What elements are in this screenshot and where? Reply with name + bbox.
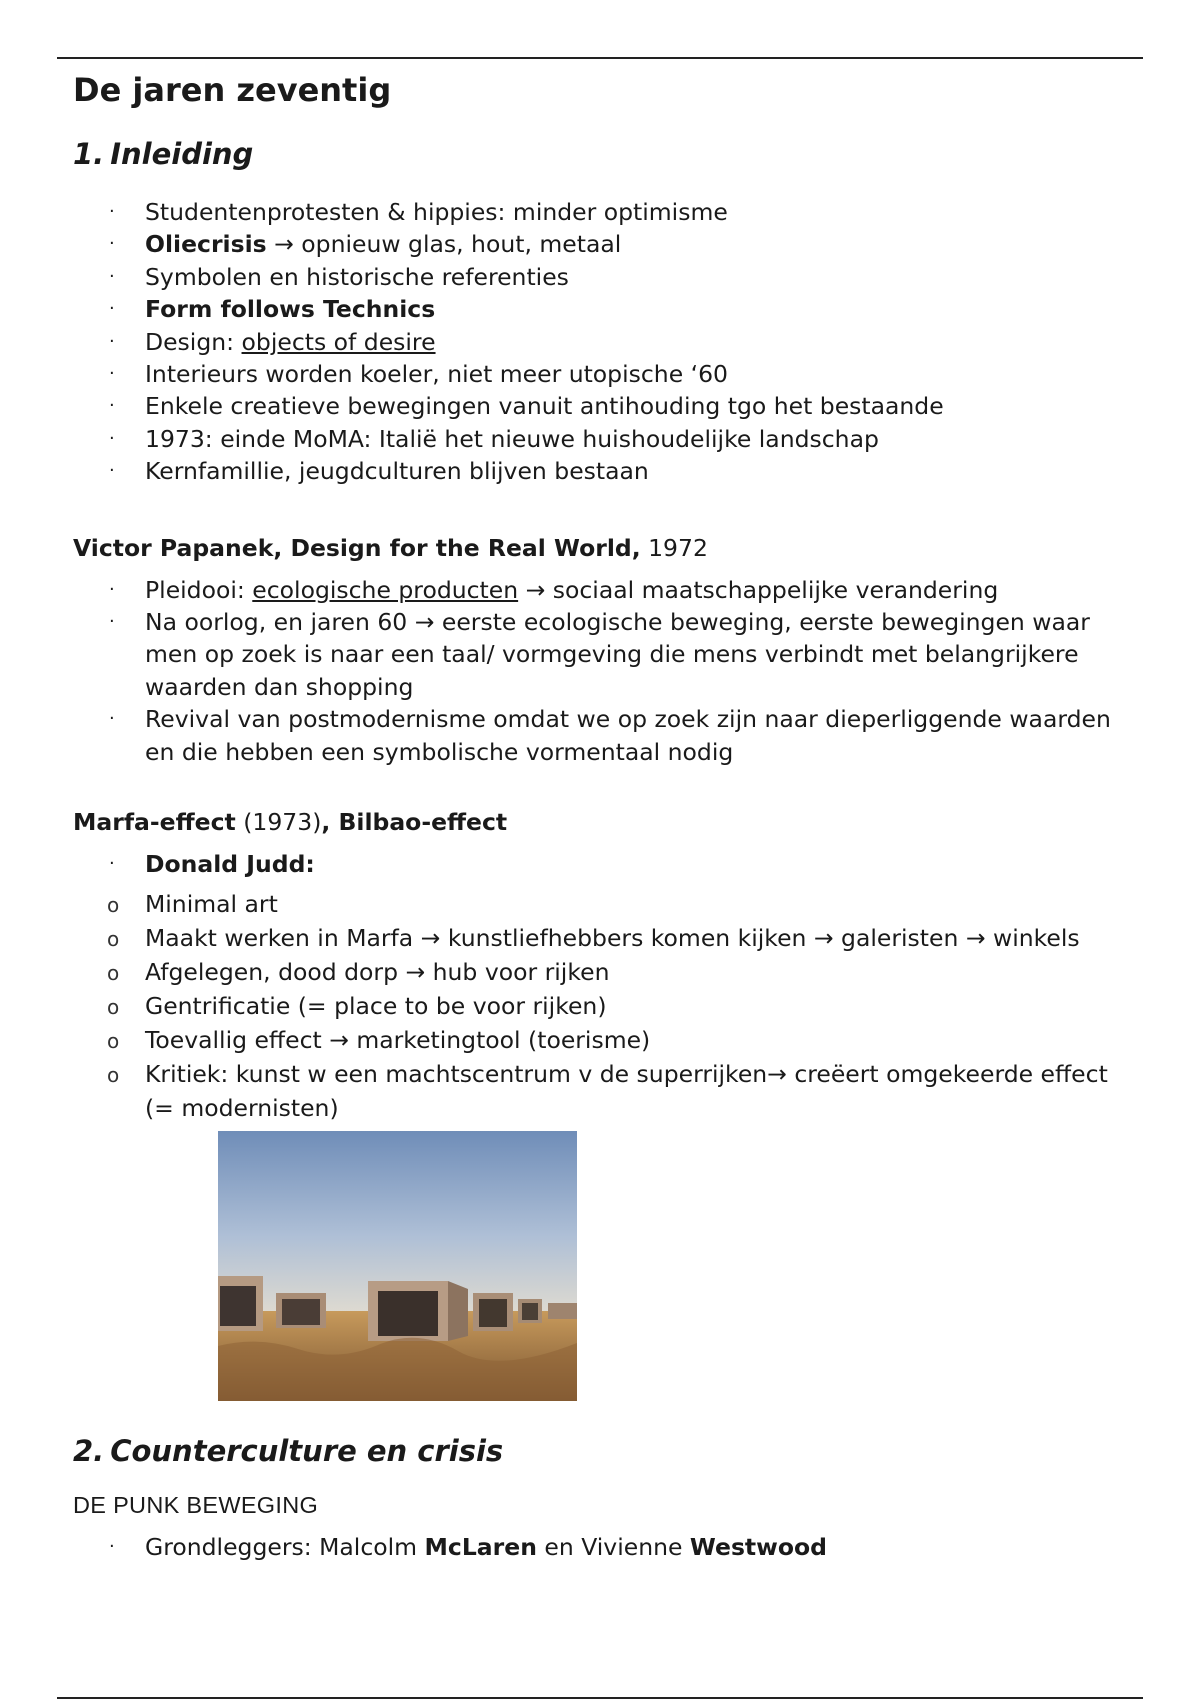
list-item: · Na oorlog, en jaren 60 → eerste ecologische beweging, eerste bewegingen waar men op zoek is naar een taal/ vormgeving die mens verbindt met belangrijkere waarden dan shopping <box>109 608 1090 701</box>
marfa-list <box>73 848 1133 1124</box>
sub-list-item: o Minimal art <box>107 889 278 918</box>
section-2-number: 2. <box>73 1433 105 1468</box>
list-item: · Grondleggers: Malcolm McLaren en Vivienne Westwood <box>109 1532 827 1561</box>
list-item: · Oliecrisis → opnieuw glas, hout, metaal <box>109 230 622 259</box>
list-item: · Symbolen en historische referenties <box>109 262 569 291</box>
list-item: · Studentenprotesten & hippies: minder optimisme <box>109 198 728 226</box>
concrete-box <box>518 1299 542 1323</box>
intro-list <box>73 196 1133 488</box>
section-2-heading <box>73 1431 1133 1471</box>
marfa-heading: Marfa-effect (1973), Bilbao-effect <box>73 808 508 837</box>
concrete-box <box>368 1281 468 1341</box>
list-item: · Design: objects of desire <box>109 327 436 356</box>
sub-list-item: o Kritiek: kunst w een machtscentrum v de superrijken→ creëert omgekeerde effect (= modernisten) <box>107 1059 1108 1122</box>
document-page <box>73 68 1133 1563</box>
bottom-rule <box>57 1697 1143 1699</box>
list-item: · Enkele creatieve bewegingen vanuit antihouding tgo het bestaande <box>109 392 944 421</box>
judd-sublist <box>73 887 1133 1125</box>
person-name: Donald Judd: <box>145 850 315 879</box>
section-1-number: 1. <box>73 137 105 171</box>
sub-list-item: o Maakt werken in Marfa → kunstliefhebbers komen kijken → galeristen → winkels <box>107 923 1080 952</box>
sub-list-item: o Afgelegen, dood dorp → hub voor rijken <box>107 957 610 986</box>
punk-list <box>73 1531 1133 1563</box>
list-item: · Form follows Technics <box>109 295 436 324</box>
concrete-box <box>276 1293 326 1328</box>
marfa-concrete-works-photo <box>218 1131 577 1401</box>
list-item: · Kernfamillie, jeugdculturen blijven bestaan <box>109 457 649 486</box>
top-rule <box>57 57 1143 59</box>
list-item: · Revival van postmodernisme omdat we op zoek zijn naar dieperliggende waarden en die hebben een symbolische vormentaal nodig <box>109 705 1111 766</box>
section-1-title: Inleiding <box>110 137 254 171</box>
punk-heading: DE PUNK BEWEGING <box>73 1491 319 1518</box>
papanek-list <box>73 574 1133 768</box>
concrete-box <box>548 1303 577 1319</box>
section-1-heading <box>73 134 1133 174</box>
sub-list-item: o Gentrificatie (= place to be voor rijken) <box>107 991 607 1020</box>
concrete-box <box>473 1293 513 1331</box>
concrete-box <box>218 1276 263 1331</box>
list-item: · Donald Judd: o Minimal art o Maakt werken in Marfa → kunstliefhebbers komen kijken → galeristen → winkels o Afgelegen, dood dorp → hub voor rijken o Gentrificatie (= place to be voor rijken) o Toevallig effect → marketingtool (toerisme) o Kritiek: kunst w een machtscentrum v de superrijken→ creëert omgekeerde effect (= modernisten) <box>73 848 1133 1124</box>
papanek-heading: Victor Papanek, Design for the Real World, 1972 <box>73 533 708 562</box>
sub-list-item: o Toevallig effect → marketingtool (toerisme) <box>107 1025 651 1054</box>
section-2-title: Counterculture en crisis <box>110 1433 504 1468</box>
list-item: · 1973: einde MoMA: Italië het nieuwe huishoudelijke landschap <box>109 424 879 453</box>
list-item: · Pleidooi: ecologische producten → sociaal maatschappelijke verandering <box>109 575 999 604</box>
page-title: De jaren zeventig <box>73 71 392 109</box>
list-item: · Interieurs worden koeler, niet meer utopische ‘60 <box>109 360 728 389</box>
